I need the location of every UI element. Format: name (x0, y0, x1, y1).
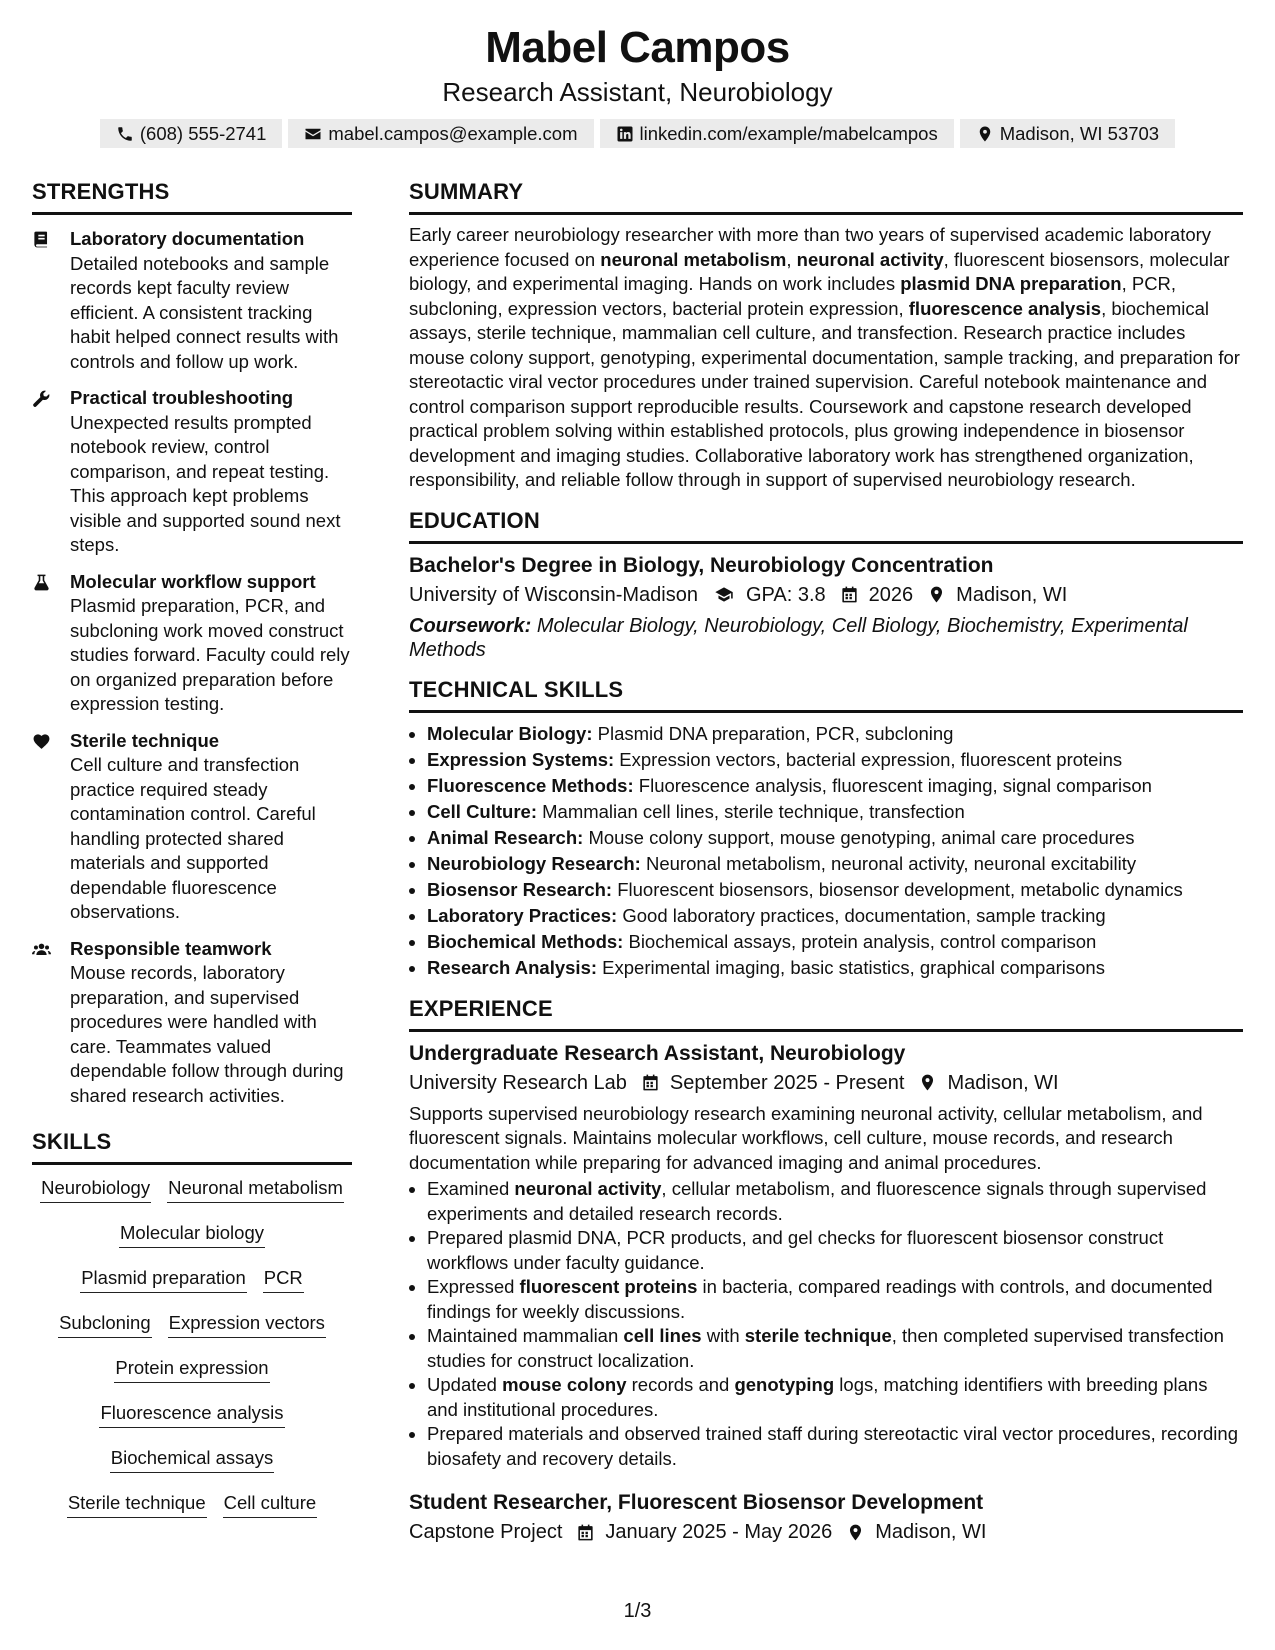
skill-values: Biochemical assays, protein analysis, control comparison (628, 930, 1097, 952)
bullet-text: in bacteria, compared readings with controls, and documented findings for weekly discussions. (427, 1276, 1213, 1322)
list-item (427, 929, 1243, 955)
coursework-label: Coursework: (409, 614, 532, 637)
graduation-cap-icon (712, 585, 736, 604)
coursework (409, 614, 1243, 662)
list-item (427, 903, 1243, 929)
skill-values: Neuronal metabolism, neuronal activity, neuronal excitability (645, 852, 1137, 874)
skill-category: Molecular Biology: (427, 722, 593, 744)
page-number: 1/3 (623, 1600, 652, 1622)
skill-values: Expression vectors, bacterial expression, fluorescent proteins (619, 748, 1123, 770)
skill-values: Good laboratory practices, documentation, sample tracking (622, 904, 1106, 926)
summary-segment: Early career neurobiology researcher with more than two years of supervised academic laboratory experience focused on (409, 224, 1212, 270)
summary-keyword: plasmid DNA preparation (900, 273, 1122, 294)
flask-icon (32, 573, 51, 592)
skill-tag: Biochemical assays (110, 1445, 274, 1473)
bullet-keyword: neuronal activity (514, 1178, 662, 1199)
job-title: Student Researcher, Fluorescent Biosensor Development (409, 1491, 984, 1514)
coursework-list: Molecular Biology, Neurobiology, Cell Biology, Biochemistry, Experimental Methods (409, 614, 1188, 661)
bullet-keyword: cell lines (623, 1325, 702, 1346)
skills-section (32, 1128, 352, 1535)
summary-segment: , biochemical assays, sterile technique, mammalian cell culture, and transfection. Research practice includes mouse colony support, genotyping, experimental documentation, sample tracking, and preparation for stereotactic viral vector procedures under trained supervision. Careful notebook maintenance and control comparison support reproducible results. Coursework and capstone research developed practical problem solving within established protocols, plus growing independence in biosensor development and imaging studies. Collaborative laboratory work has strengthened organization, responsibility, and reliable follow through in support of supervised neurobiology research. (409, 297, 1240, 490)
phone-text: (608) 555-2741 (139, 123, 267, 144)
list-item (427, 955, 1243, 981)
skill-tag: Fluorescence analysis (99, 1400, 284, 1428)
summary-keyword: neuronal activity (796, 248, 944, 270)
skill-category: Expression Systems: (427, 748, 615, 770)
contact-location (960, 119, 1175, 148)
strength-title: Laboratory documentation (70, 228, 305, 249)
summary-keyword: neuronal metabolism (600, 248, 787, 270)
summary-segment: , (786, 248, 797, 270)
bullet-text: Expressed (427, 1276, 520, 1297)
strength-title: Molecular workflow support (70, 570, 316, 592)
strength-title: Practical troubleshooting (70, 387, 294, 408)
job-dates: September 2025 - Present (669, 1071, 905, 1094)
skill-tag: Expression vectors (168, 1310, 326, 1338)
bullet-text: logs, matching identifiers with breeding plans and institutional procedures. (427, 1374, 1208, 1420)
linkedin-text: linkedin.com/example/mabelcampos (639, 123, 938, 144)
strength-item (32, 570, 352, 717)
list-item (427, 773, 1243, 799)
job-org: Capstone Project (409, 1521, 563, 1543)
job-title: Undergraduate Research Assistant, Neurobiology (409, 1041, 906, 1065)
bullet-text: , cellular metabolism, and fluorescence signals through supervised experiments and detailed research records. (427, 1178, 1207, 1224)
skill-tag: Sterile technique (67, 1490, 207, 1518)
contact-bar (0, 119, 1275, 148)
resume-header (0, 22, 1275, 148)
bullet-text: Prepared plasmid DNA, PCR products, and gel checks for fluorescent biosensor construct workflows under faculty guidance. (427, 1227, 1164, 1273)
calendar-icon (576, 1523, 595, 1542)
school-name: University of Wisconsin-Madison (409, 583, 698, 606)
skill-category: Biochemical Methods: (427, 930, 624, 952)
list-item (427, 747, 1243, 773)
skill-tag: Neuronal metabolism (167, 1175, 344, 1203)
skill-values: Mouse colony support, mouse genotyping, animal care procedures (588, 826, 1135, 848)
graduation-year: 2026 (868, 583, 914, 606)
bullet-text: with (701, 1325, 745, 1346)
skill-category: Fluorescence Methods: (427, 774, 634, 796)
summary-segment: , PCR, subcloning, expression vectors, bacterial protein expression, (409, 273, 1177, 319)
skill-tag: Molecular biology (119, 1220, 265, 1248)
email-text: mabel.campos@example.com (328, 123, 578, 144)
skill-category: Research Analysis: (427, 956, 598, 978)
summary-text (409, 223, 1243, 493)
bullet-text: Updated (427, 1374, 503, 1395)
summary-keyword: fluorescence analysis (908, 297, 1102, 319)
strength-desc: Cell culture and transfection practice required steady contamination control. Careful handling protected shared materials and supported dependable fluorescence observations. (70, 754, 316, 922)
skill-values: Fluorescent biosensors, biosensor development, metabolic dynamics (617, 878, 1183, 900)
contact-email[interactable] (288, 119, 593, 148)
list-item (427, 1275, 1243, 1324)
skill-values: Fluorescence analysis, fluorescent imaging, signal comparison (638, 774, 1152, 796)
bullet-text: Prepared materials and observed trained staff during stereotactic viral vector procedures, recording biosafety and recovery details. (427, 1423, 1238, 1469)
education-heading: EDUCATION (409, 507, 1243, 544)
skill-tag: Cell culture (223, 1490, 318, 1518)
skill-tag: Plasmid preparation (80, 1265, 247, 1293)
strength-desc: Detailed notebooks and sample records kept faculty review efficient. A consistent tracking habit helped connect results with controls and follow up work. (70, 252, 339, 372)
skill-tag: Protein expression (114, 1355, 269, 1383)
summary-segment: , fluorescent biosensors, molecular biology, and experimental imaging. Hands on work includes (409, 248, 1230, 294)
list-item (427, 851, 1243, 877)
heart-icon (32, 732, 51, 751)
skill-category: Cell Culture: (427, 800, 537, 822)
list-item (427, 1324, 1243, 1373)
bullet-keyword: genotyping (734, 1374, 835, 1395)
list-item (427, 1422, 1243, 1471)
technical-skills-list (409, 721, 1243, 981)
job-dates: January 2025 - May 2026 (605, 1521, 833, 1543)
skill-tag: PCR (263, 1265, 304, 1293)
bullet-keyword: fluorescent proteins (519, 1276, 698, 1297)
users-icon (32, 940, 51, 959)
map-pin-icon (976, 125, 994, 143)
strength-item (32, 386, 352, 558)
left-column (32, 178, 352, 1535)
list-item (427, 1177, 1243, 1226)
right-column (409, 178, 1243, 1547)
list-item (427, 799, 1243, 825)
technical-skills-heading: TECHNICAL SKILLS (409, 676, 1243, 713)
experience-heading: EXPERIENCE (409, 995, 1243, 1032)
skill-category: Biosensor Research: (427, 878, 613, 900)
list-item (427, 721, 1243, 747)
skill-category: Animal Research: (427, 826, 584, 848)
job-location: Madison, WI (875, 1521, 987, 1543)
map-pin-icon (918, 1073, 937, 1092)
list-item (427, 877, 1243, 903)
strengths-heading: STRENGTHS (32, 178, 352, 215)
job-entry (409, 1489, 1243, 1547)
technical-skills-section (409, 676, 1243, 981)
bullet-text: records and (626, 1374, 735, 1395)
skill-tag: Subcloning (58, 1310, 152, 1338)
map-pin-icon (927, 585, 946, 604)
contact-linkedin[interactable] (600, 119, 954, 148)
envelope-icon (304, 125, 322, 143)
strength-desc: Plasmid preparation, PCR, and subcloning work moved construct studies forward. Faculty could rely on organized preparation before expression testing. (70, 595, 350, 714)
strength-item (32, 227, 352, 374)
strength-title: Responsible teamwork (70, 937, 272, 959)
skill-category: Neurobiology Research: (427, 852, 641, 874)
strength-title: Sterile technique (70, 729, 220, 751)
job-bullets (409, 1177, 1243, 1471)
gpa: GPA: 3.8 (745, 583, 826, 606)
summary-heading: SUMMARY (409, 178, 1243, 215)
skill-values: Experimental imaging, basic statistics, graphical comparisons (602, 956, 1105, 978)
school-location: Madison, WI (956, 583, 1068, 606)
phone-icon (116, 125, 134, 143)
list-item (427, 1226, 1243, 1275)
skill-values: Mammalian cell lines, sterile technique, transfection (542, 800, 965, 822)
candidate-title: Research Assistant, Neurobiology (442, 77, 833, 107)
job-meta (409, 1517, 1243, 1547)
calendar-icon (641, 1073, 660, 1092)
strength-desc: Unexpected results prompted notebook review, control comparison, and repeat testing. This approach kept problems visible and supported sound next steps. (70, 411, 341, 555)
strength-item (32, 937, 352, 1109)
degree-title: Bachelor's Degree in Biology, Neurobiology Concentration (409, 553, 994, 577)
strength-item (32, 729, 352, 925)
bullet-text: , then completed supervised transfection studies for construct localization. (427, 1325, 1224, 1371)
list-item (427, 825, 1243, 851)
skills-heading: SKILLS (32, 1128, 352, 1165)
map-pin-icon (846, 1523, 865, 1542)
strength-desc: Mouse records, laboratory preparation, and supervised procedures were handled with care. Teammates valued dependable follow through during shared research activities. (70, 962, 344, 1106)
education-section (409, 507, 1243, 662)
job-location: Madison, WI (947, 1071, 1059, 1094)
bullet-text: Examined (427, 1178, 515, 1199)
linkedin-icon (616, 125, 634, 143)
job-entry (409, 1040, 1243, 1472)
list-item (427, 1373, 1243, 1422)
experience-section (409, 995, 1243, 1548)
bullet-keyword: sterile technique (744, 1325, 892, 1346)
book-icon (32, 230, 51, 249)
job-description: Supports supervised neurobiology research examining neuronal activity, cellular metabolism, and fluorescent signals. Maintains molecular workflows, cell culture, mouse records, and research documentation while preparing for advanced imaging and animal procedures. (409, 1102, 1203, 1173)
job-org: University Research Lab (409, 1071, 627, 1094)
skill-tag: Neurobiology (40, 1175, 151, 1203)
bullet-keyword: mouse colony (502, 1374, 627, 1395)
skill-category: Laboratory Practices: (427, 904, 618, 926)
job-meta (409, 1068, 1243, 1098)
skill-values: Plasmid DNA preparation, PCR, subcloning (597, 722, 954, 744)
bullet-text: Maintained mammalian (427, 1325, 624, 1346)
calendar-icon (840, 585, 859, 604)
education-meta (409, 580, 1243, 610)
wrench-icon (32, 389, 51, 408)
location-text: Madison, WI 53703 (999, 123, 1160, 144)
contact-phone[interactable] (100, 119, 283, 148)
candidate-name: Mabel Campos (485, 23, 790, 72)
